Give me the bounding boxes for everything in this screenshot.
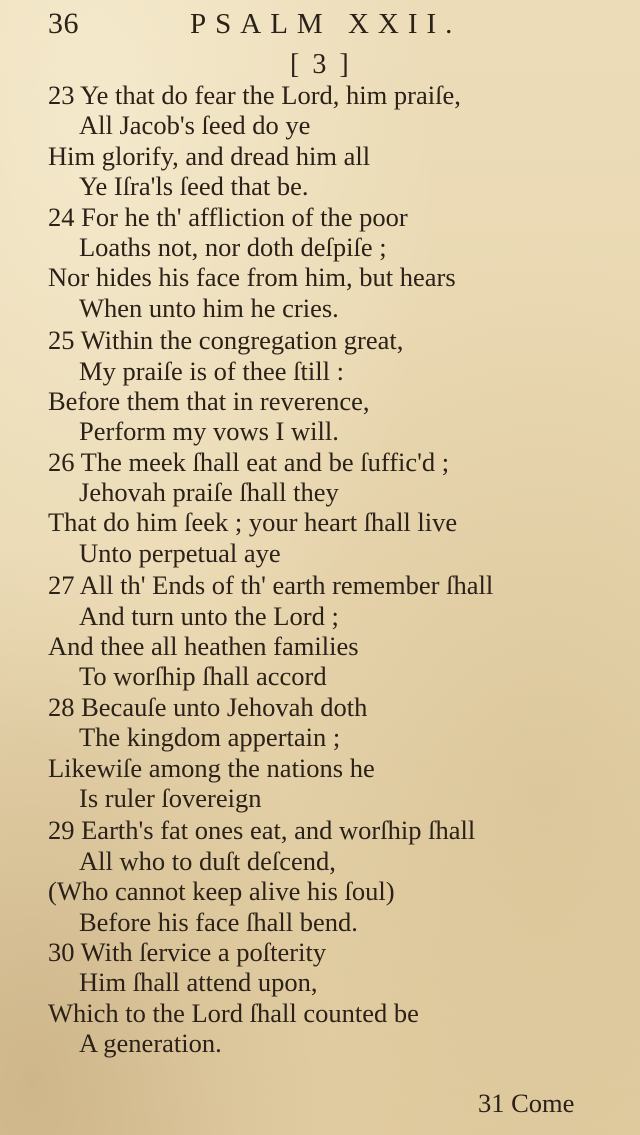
stanza-verse-27 bbox=[0, 570, 640, 692]
verse-line: Ye Iſra'ls ſeed that be. bbox=[79, 171, 309, 202]
stanza-verse-30 bbox=[0, 937, 640, 1059]
verse-line: Likewiſe among the nations he bbox=[48, 752, 375, 783]
stanza-verse-28 bbox=[0, 692, 640, 814]
verse-line: 27 All th' Ends of th' earth remember ſhall bbox=[48, 570, 494, 601]
verse-line: 25 Within the congregation great, bbox=[48, 325, 404, 356]
verse-line: Before them that in reverence, bbox=[48, 385, 370, 416]
verse-line: The kingdom appertain ; bbox=[79, 722, 341, 753]
part-number: [ 3 ] bbox=[290, 49, 352, 80]
psalm-text bbox=[0, 80, 640, 1059]
verse-line: 26 The meek ſhall eat and be ſuffic'd ; bbox=[48, 446, 450, 477]
verse-line: Before his face ſhall bend. bbox=[79, 906, 358, 937]
catchword: 31 Come bbox=[478, 1088, 575, 1118]
verse-line: (Who cannot keep alive his ſoul) bbox=[48, 876, 395, 907]
verse-line: Him glorify, and dread him all bbox=[48, 140, 371, 171]
verse-line: All who to duſt deſcend, bbox=[79, 845, 336, 876]
verse-line: A generation. bbox=[79, 1028, 222, 1059]
verse-line: 29 Earth's fat ones eat, and worſhip ſhall bbox=[48, 815, 476, 846]
running-title: PSALM XXII. bbox=[190, 8, 462, 40]
verse-line: Is ruler ſovereign bbox=[79, 782, 262, 813]
stanza-verse-23 bbox=[0, 80, 640, 202]
verse-line: Nor hides his face from him, but hears bbox=[48, 262, 456, 293]
verse-line: To worſhip ſhall accord bbox=[79, 661, 327, 692]
verse-line: And turn unto the Lord ; bbox=[79, 600, 339, 631]
verse-line: Him ſhall attend upon, bbox=[79, 967, 318, 998]
verse-line: Which to the Lord ſhall counted be bbox=[48, 997, 419, 1028]
verse-line: Unto perpetual aye bbox=[79, 537, 281, 568]
verse-line: 23 Ye that do fear the Lord, him praiſe, bbox=[48, 80, 461, 110]
verse-line: Jehovah praiſe ſhall they bbox=[79, 477, 339, 508]
verse-line: My praiſe is of thee ſtill : bbox=[79, 355, 344, 386]
page-number: 36 bbox=[48, 7, 79, 40]
stanza-verse-25 bbox=[0, 325, 640, 447]
verse-line: Loaths not, nor doth deſpiſe ; bbox=[79, 231, 387, 262]
stanza-verse-29 bbox=[0, 815, 640, 937]
stanza-verse-24 bbox=[0, 202, 640, 324]
verse-line: All Jacob's ſeed do ye bbox=[79, 110, 311, 141]
verse-line: 28 Becauſe unto Jehovah doth bbox=[48, 691, 368, 722]
verse-line: That do him ſeek ; your heart ſhall live bbox=[48, 507, 458, 538]
verse-line: When unto him he cries. bbox=[79, 292, 339, 323]
stanza-verse-26 bbox=[0, 447, 640, 569]
verse-line: 24 For he th' affliction of the poor bbox=[48, 201, 408, 232]
verse-line: And thee all heathen families bbox=[48, 631, 359, 662]
verse-line: Perform my vows I will. bbox=[79, 416, 339, 447]
verse-line: 30 With ſervice a poſterity bbox=[48, 936, 327, 967]
